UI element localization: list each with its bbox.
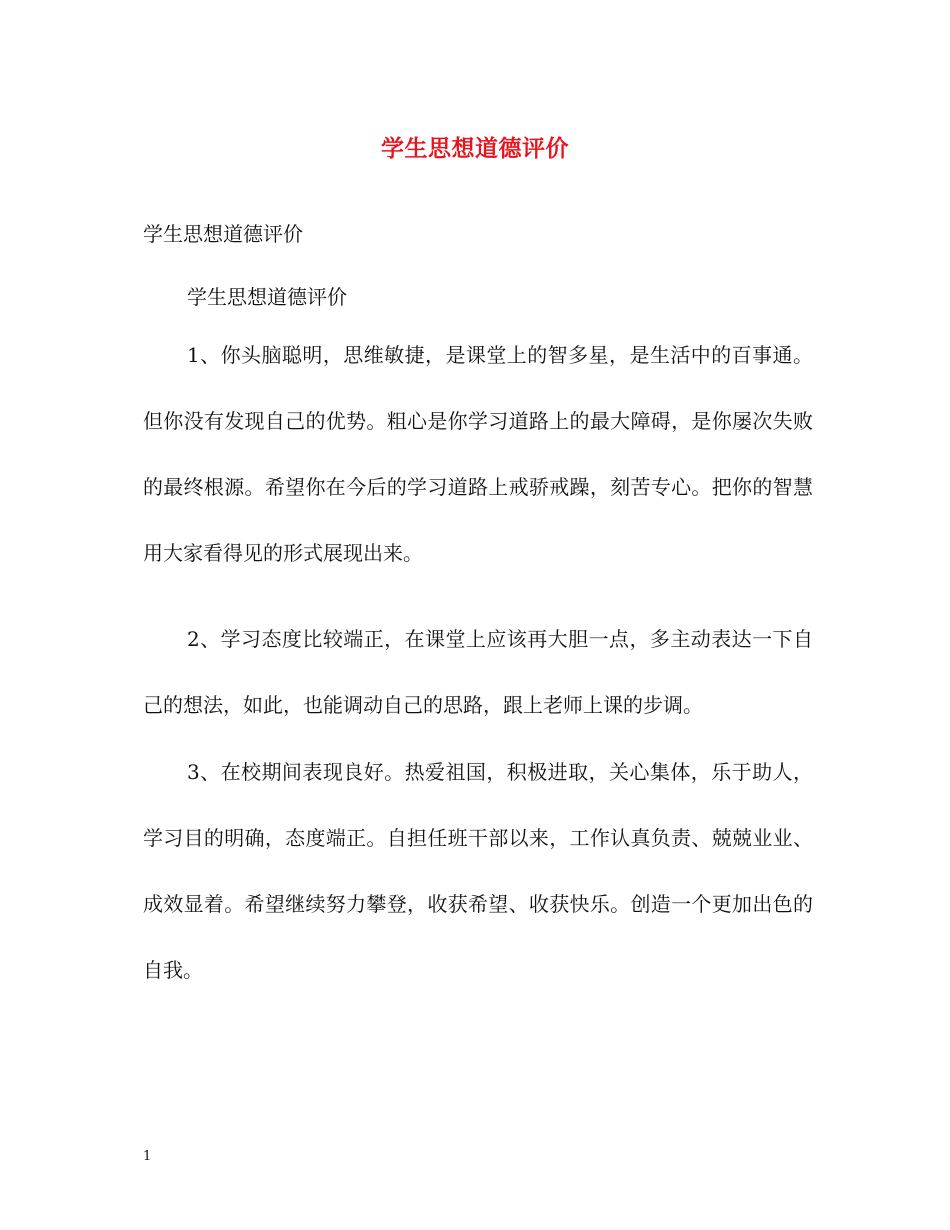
section-heading: 学生思想道德评价	[143, 222, 303, 246]
paragraph-2: 2、学习态度比较端正，在课堂上应该再大胆一点，多主动表达一下自己的想法，如此，也能调动自己的思路，跟上老师上课的步调。	[143, 627, 813, 717]
subsection-heading: 学生思想道德评价	[187, 285, 347, 309]
page-number: 1	[143, 1149, 152, 1164]
paragraph-1: 1、你头脑聪明，思维敏捷，是课堂上的智多星，是生活中的百事通。但你没有发现自己的优势。粗心是你学习道路上的最大障碍，是你屡次失败的最终根源。希望你在今后的学习道路上戒骄戒躁，刻苦专心。把你的智慧用大家看得见的形式展现出来。	[143, 343, 813, 565]
document-title: 学生思想道德评价	[381, 135, 569, 162]
paragraph-3: 3、在校期间表现良好。热爱祖国，积极进取，关心集体，乐于助人，学习目的明确，态度端正。自担任班干部以来，工作认真负责、兢兢业业、成效显着。希望继续努力攀登，收获希望、收获快乐。创造一个更加出色的自我。	[143, 760, 813, 982]
